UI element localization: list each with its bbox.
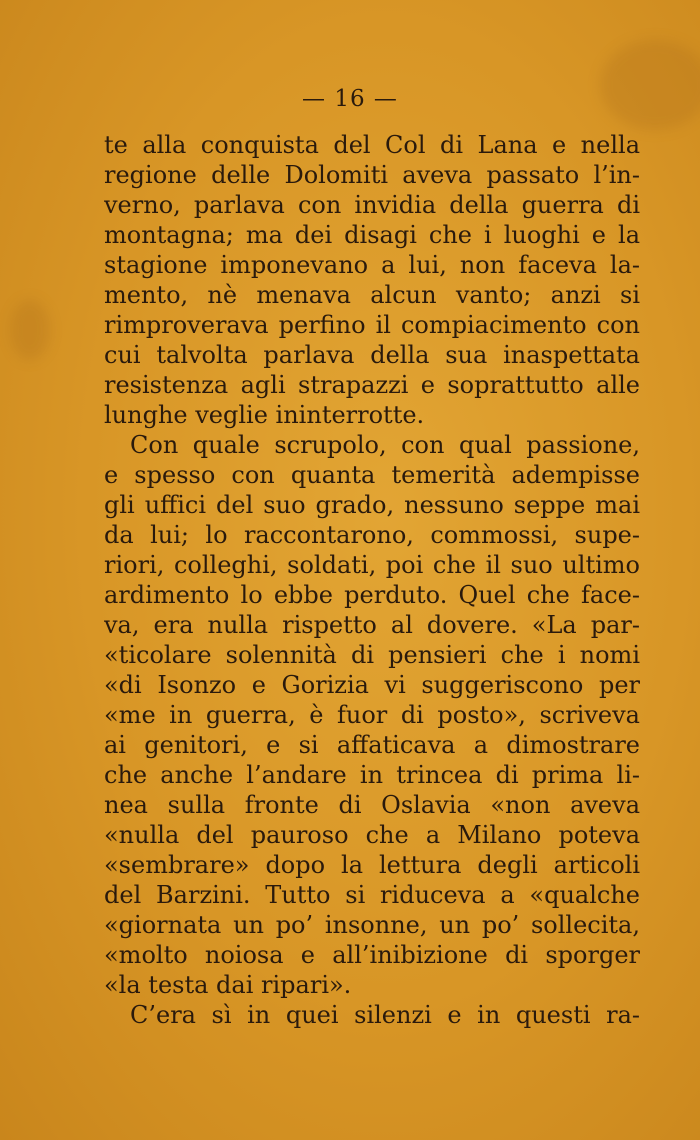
paper-stain [10, 300, 50, 360]
text-line: verno, parlava con invidia della guerra di [104, 191, 640, 219]
text-line: «la testa dai ripari». [104, 971, 352, 999]
text-line: mento, nè menava alcun vanto; anzi si [104, 281, 640, 309]
text-line: «nulla del pauroso che a Milano poteva [104, 821, 640, 849]
text-line: stagione imponevano a lui, non faceva la- [104, 251, 640, 279]
text-line: ardimento lo ebbe perduto. Quel che face- [104, 581, 640, 609]
text-line: «me in guerra, è fuor di posto», scriveva [104, 701, 640, 729]
text-line: «sembrare» dopo la lettura degli articoli [104, 851, 640, 879]
text-line: rimproverava perfino il compiacimento con [104, 311, 640, 339]
text-line: «molto noiosa e all’inibizione di sporger [104, 941, 640, 969]
text-line: Con quale scrupolo, con qual passione, [130, 431, 640, 459]
text-line: «di Isonzo e Gorizia vi suggeriscono per [104, 671, 640, 699]
text-line: C’era sì in quei silenzi e in questi ra- [130, 1001, 640, 1029]
page-number: — 16 — [302, 86, 398, 112]
text-line: regione delle Dolomiti aveva passato l’in- [104, 161, 640, 189]
text-line: del Barzini. Tutto si riduceva a «qualche [104, 881, 640, 909]
text-line: «ticolare solennità di pensieri che i nomi [104, 641, 640, 669]
body-text [104, 130, 640, 1030]
text-line: e spesso con quanta temerità adempisse [104, 461, 640, 489]
text-line: riori, colleghi, soldati, poi che il suo ultimo [104, 551, 640, 579]
text-line: lunghe veglie ininterrotte. [104, 401, 425, 429]
text-line: montagna; ma dei disagi che i luoghi e la [104, 221, 640, 249]
text-line: cui talvolta parlava della sua inaspettata [104, 341, 640, 369]
text-line: che anche l’andare in trincea di prima li- [104, 761, 640, 789]
text-line: va, era nulla rispetto al dovere. «La par- [104, 611, 640, 639]
text-line: te alla conquista del Col di Lana e nella [104, 131, 640, 159]
text-line: «giornata un po’ insonne, un po’ sollecita, [104, 911, 640, 939]
text-line: da lui; lo raccontarono, commossi, supe- [104, 521, 640, 549]
text-line: gli uffici del suo grado, nessuno seppe mai [104, 491, 640, 519]
paper-stain [600, 40, 700, 130]
text-line: resistenza agli strapazzi e soprattutto alle [104, 371, 640, 399]
text-line: ai genitori, e si affaticava a dimostrare [104, 731, 640, 759]
text-line: nea sulla fronte di Oslavia «non aveva [104, 791, 640, 819]
